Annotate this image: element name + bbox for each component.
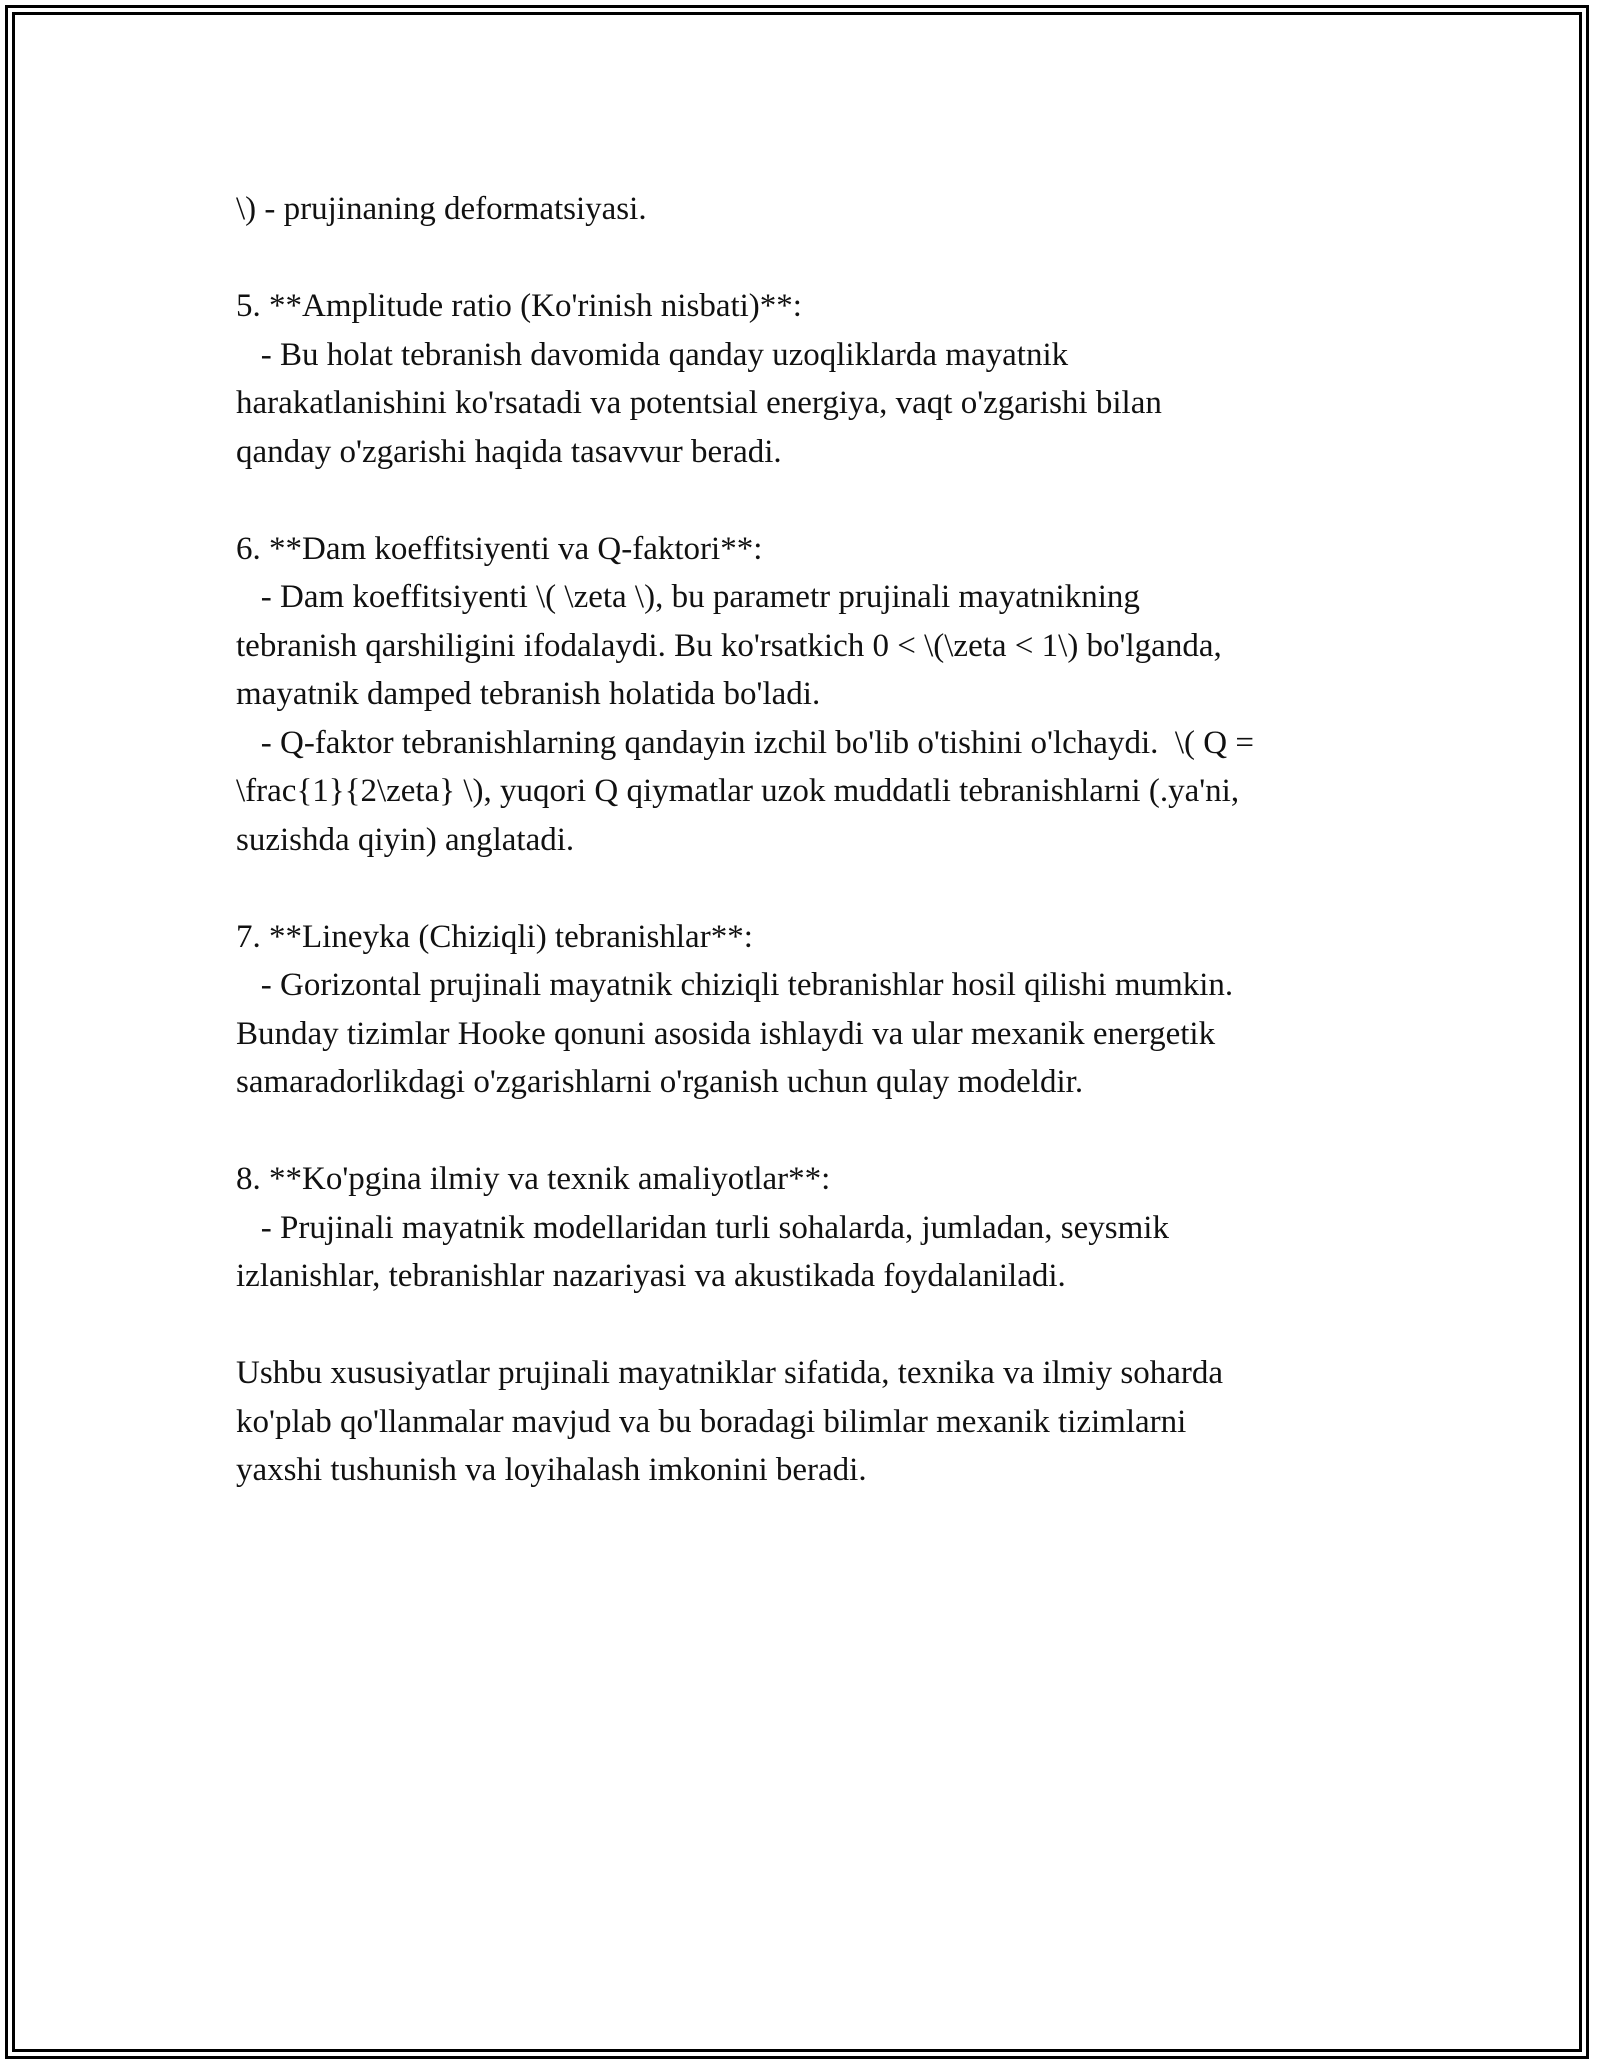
blank-line	[236, 1301, 1376, 1350]
text-line: izlanishlar, tebranishlar nazariyasi va akustikada foydalaniladi.	[236, 1258, 1066, 1294]
text-line: tebranish qarshiligini ifodalaydi. Bu ko'rsatkich 0 < \(\zeta < 1\) bo'lganda,	[236, 627, 1222, 664]
text-line: \frac{1}{2\zeta} \), yuqori Q qiymatlar uzok muddatli tebranishlarni (.ya'ni,	[236, 773, 1240, 809]
text-line: - Gorizontal prujinali mayatnik chiziqli tebranishlar hosil qilishi mumkin.	[236, 967, 1234, 1003]
conclusion-line: ko'plab qo'llanmalar mavjud va bu boradagi bilimlar mexanik tizimlarni	[236, 1403, 1187, 1440]
text-line: qanday o'zgarishi haqida tasavvur beradi.	[236, 433, 782, 470]
blank-line	[236, 864, 1376, 913]
text-line: \) - prujinaning deformatsiyasi.	[236, 191, 647, 227]
section-heading-8: 8. **Ko'pgina ilmiy va texnik amaliyotlar**:	[236, 1161, 831, 1197]
conclusion-line: Ushbu xususiyatlar prujinali mayatniklar sifatida, texnika va ilmiy soharda	[236, 1355, 1224, 1391]
blank-line	[236, 476, 1376, 525]
text-line: Bunday tizimlar Hooke qonuni asosida ishlaydi va ular mexanik energetik	[236, 1015, 1216, 1052]
text-line: - Dam koeffitsiyenti \( \zeta \), bu parametr prujinali mayatnikning	[236, 579, 1140, 615]
blank-line	[236, 1107, 1376, 1156]
text-line: - Prujinali mayatnik modellaridan turli sohalarda, jumladan, seysmik	[236, 1209, 1169, 1246]
section-heading-6: 6. **Dam koeffitsiyenti va Q-faktori**:	[236, 530, 763, 567]
section-heading-5: 5. **Amplitude ratio (Ko'rinish nisbati)**:	[236, 288, 802, 324]
blank-line	[236, 234, 1376, 283]
section-heading-7: 7. **Lineyka (Chiziqli) tebranishlar**:	[236, 918, 753, 955]
text-line: - Bu holat tebranish davomida qanday uzoqliklarda mayatnik	[236, 336, 1069, 373]
text-line: suzishda qiyin) anglatadi.	[236, 821, 575, 858]
text-line: - Q-faktor tebranishlarning qandayin izchil bo'lib o'tishini o'lchaydi. \( Q =	[236, 724, 1254, 761]
text-line: mayatnik damped tebranish holatida bo'ladi.	[236, 676, 821, 712]
document-body	[236, 185, 1376, 1495]
text-line: samaradorlikdagi o'zgarishlarni o'rganish uchun qulay modeldir.	[236, 1064, 1084, 1100]
text-line: harakatlanishini ko'rsatadi va potentsial energiya, vaqt o'zgarishi bilan	[236, 385, 1162, 421]
conclusion-line: yaxshi tushunish va loyihalash imkonini beradi.	[236, 1452, 867, 1488]
